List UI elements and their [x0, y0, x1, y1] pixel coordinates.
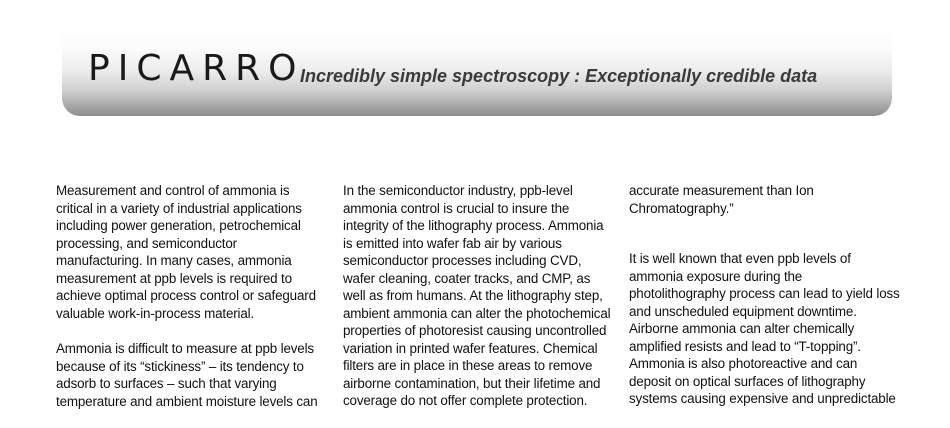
- text-column-3: [629, 182, 901, 426]
- paragraph: accurate measurement than Ion Chromatography.”: [629, 183, 814, 216]
- text-column-1: [56, 182, 326, 428]
- text-column-2: [343, 182, 613, 428]
- paragraph: It is well known that even ppb levels of ammonia exposure during the photolithography process can lead to yield loss and unscheduled equipment downtime. Airborne ammonia can alter chemically amplified resists and lead to “T-topping”. Ammonia is also photoreactive and can deposit on optical surfaces of lithography systems causing expensive and unpredictable: [629, 251, 900, 406]
- paragraph: Ammonia is difficult to measure at ppb levels because of its “stickiness” – its tendency to adsorb to surfaces – such that varying temperature and ambient moisture levels can: [56, 341, 318, 409]
- paragraph: In the semiconductor industry, ppb-level ammonia control is crucial to insure the integrity of the lithography process. Ammonia is emitted into wafer fab air by various semiconductor processes including CVD, wafer cleaning, coater tracks, and CMP, as well as from humans. At the lithography step, ambient ammonia can alter the photochemical properties of photoresist causing uncontrolled variation in printed wafer features. Chemical filters are in place in these areas to remove airborne contamination, but their lifetime and coverage do not offer complete protection.: [343, 183, 611, 408]
- picarro-logo: PICARRO: [88, 48, 305, 89]
- header-tagline: Incredibly simple spectroscopy : Exceptionally credible data: [300, 66, 818, 86]
- header-banner: [62, 26, 892, 116]
- paragraph: Measurement and control of ammonia is critical in a variety of industrial applications including power generation, petrochemical processing, and semiconductor manufacturing. In many cases, ammonia measurement at ppb levels is required to achieve optimal process control or safeguard valuable work-in-process material.: [56, 183, 316, 321]
